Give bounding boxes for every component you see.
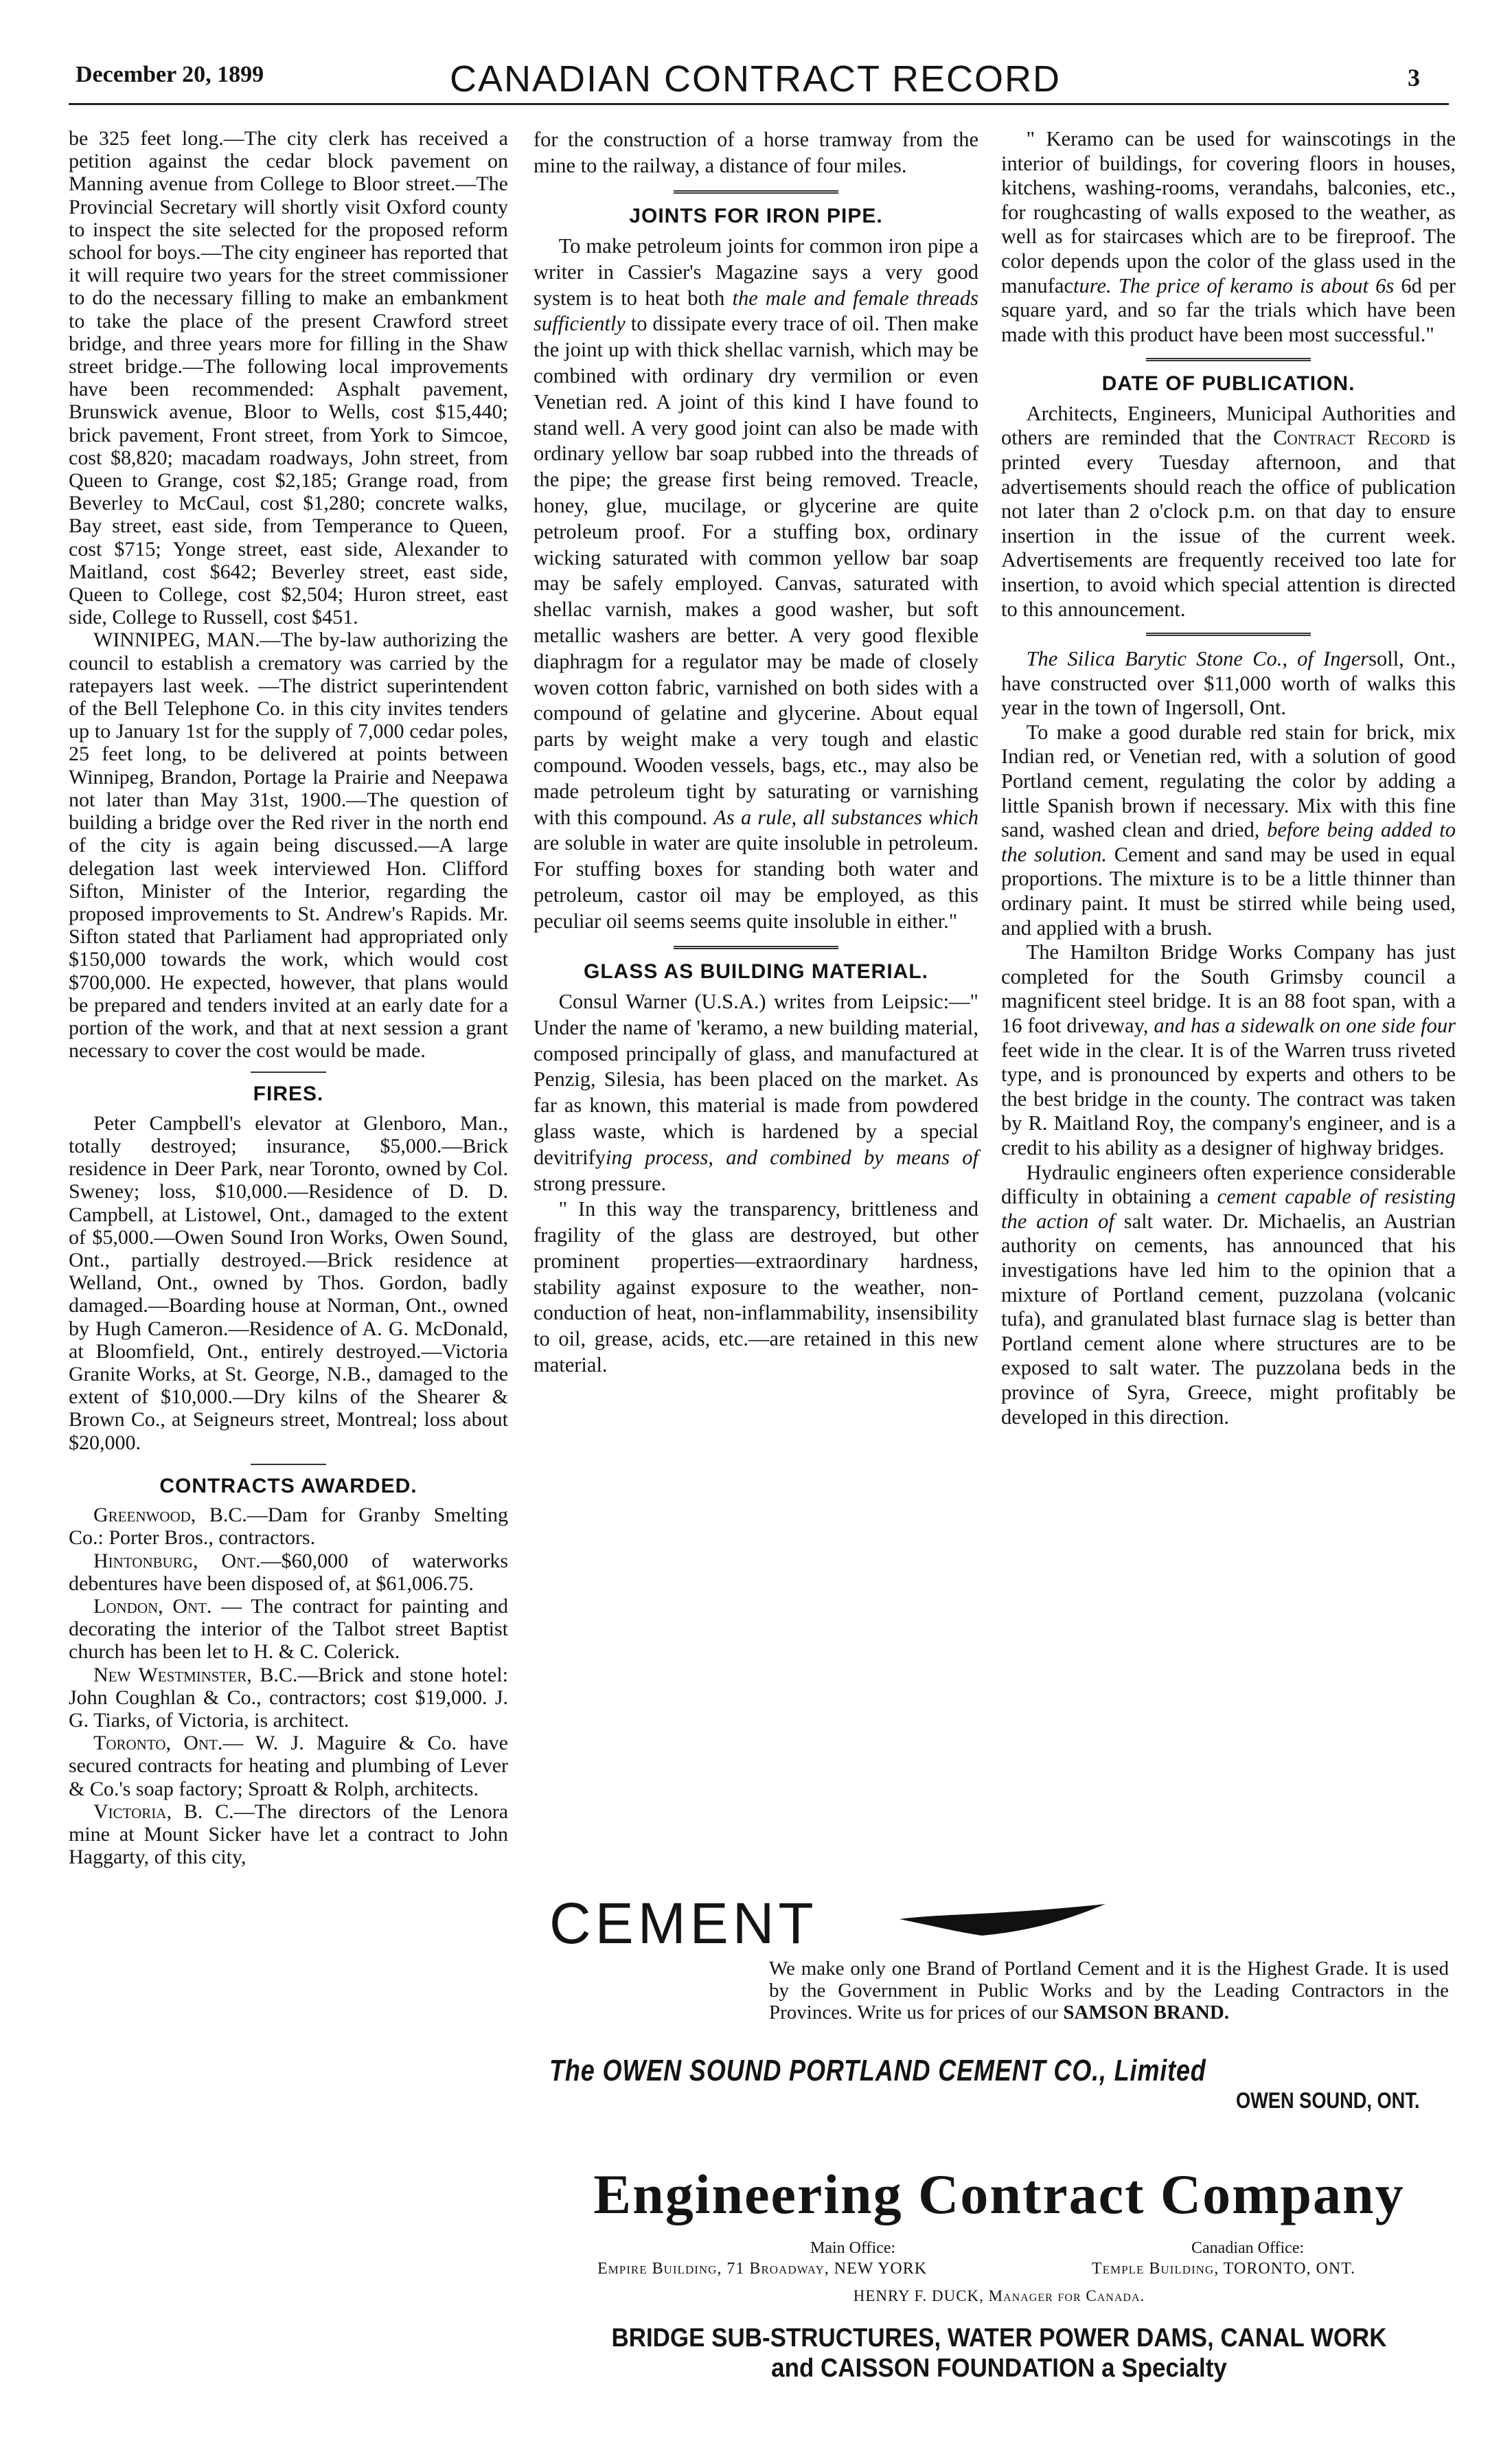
contract-item: Toronto, Ont.— W. J. Maguire & Co. have secured contracts for heating and plumbing of Lever & Co.'s soap factory; Sproatt & Rolph, architects. bbox=[69, 1732, 508, 1800]
date-publication-heading: DATE OF PUBLICATION. bbox=[1101, 372, 1355, 396]
canadian-office-label: Canadian Office: bbox=[1191, 2239, 1305, 2257]
cement-ad-blurb: We make only one Brand of Portland Cement and it is the Highest Grade. It is used by the Government in Public Works and by the Leading Contractors in the Provinces. Write us for prices of our SAMSON BRAND. bbox=[769, 1958, 1449, 2024]
advertisement-block bbox=[542, 1891, 1456, 2397]
section-divider bbox=[251, 1072, 326, 1073]
contract-item: Victoria, B. C.—The directors of the Lenora mine at Mount Sicker have let a contract to John Haggarty, of this city, bbox=[69, 1800, 509, 1869]
bridge-text: The Hamilton Bridge Works Company has just completed for the South Grimsby council a magnificent steel bridge. It is an 88 foot span, with a 16 foot driveway, and has a sidewalk on one side four feet wide in the clear. It is of the Warren truss riveted type, and is pronounced by experts and others to be the best bridge in the county. The contract was taken by R. Maitland Roy, the company's engineer, and is a credit to his ability as a designer of highway bridges. bbox=[1001, 940, 1456, 1159]
section-divider bbox=[674, 190, 838, 194]
fires-text: Peter Campbell's elevator at Glenboro, Man., totally destroyed; insurance, $5,000.—Brick residence in Deer Park, near Toronto, owned by Col. Sweney; loss, $10,000.—Residence of D. D. Campbell, at Listowel, Ont., damaged to the extent of $5,000.—Owen Sound Iron Works, Owen Sound, Ont., partially destroyed.—Brick residence at Welland, Ont., owned by Thos. Gordon, badly damaged.—Boarding house at Norman, Ont., owned by Hugh Cameron.—Residence of A. G. McDonald, at Bloomfield, Ont., entirely destroyed.—Victoria Granite Works, at St. George, N.B., damaged to the extent of $10,000.—Dry kilns of the Shearer & Brown Co., at Seigneurs street, Montreal; loss about $20,000. bbox=[69, 1111, 508, 1454]
contract-item: Hintonburg, Ont.—$60,000 of waterworks debentures have been disposed of, at $61,006.75. bbox=[69, 1549, 508, 1595]
swoosh-icon bbox=[900, 1900, 1106, 1941]
contract-item: Greenwood, B.C.—Dam for Granby Smelting Co.: Porter Bros., contractors. bbox=[69, 1504, 508, 1550]
keramo-text: " Keramo can be used for wainscotings in the interior of buildings, for covering floors in houses, kitchens, washing-rooms, verandahs, balconies, etc., for roughcasting of walls exposed to the weather, as well as for staircases which are to be fireproof. The color depends upon the color of the glass used in the manufacture. The price of keramo is about 6s 6d per square yard, and so far the trials which have been made with this product have been most successful." bbox=[1001, 127, 1456, 346]
glass-heading: GLASS AS BUILDING MATERIAL. bbox=[584, 960, 928, 983]
hydraulic-text: Hydraulic engineers often experience considerable difficulty in obtaining a cement capable of resisting the action of salt water. Dr. Michaelis, an Austrian authority on cements, has announced that his investigations have led him to the opinion that a mixture of Portland cement, puzzolana (volcanic tufa), and granulated blast furnace slag is better than Portland cement alone where structures are to be exposed to salt water. The puzzolana beds in the province of Syra, Greece, might profitably be developed in this direction. bbox=[1001, 1160, 1456, 1429]
column-2 bbox=[534, 127, 978, 1379]
tramway-text: for the construction of a horse tramway from the mine to the railway, a distance of four miles. bbox=[534, 128, 978, 177]
engineering-company-name: Engineering Contract Company bbox=[593, 2163, 1405, 2225]
cement-ad-header bbox=[542, 1891, 1456, 1956]
joints-text: To make petroleum joints for common iron pipe a writer in Cassier's Magazine says a very good system is to heat both the male and female threads sufficiently to dissipate every trace of oil. Then make the joint up with thick shellac varnish, which may be combined with ordinary dry vermilion or even Venetian red. A joint of this kind I have found to stand well. A very good joint can also be made with ordinary yellow bar soap rubbed into the threads of the pipe; the grease first being removed. Treacle, honey, glue, mucilage, or glycerine are quite petroleum proof. For a stuffing box, ordinary wicking saturated with common yellow bar soap may be safely employed. Canvas, saturated with shellac varnish, makes a good washer, but soft metallic washers are better. A very good flexible diaphragm for a regulator may be made of closely woven cotton fabric, varnished on both sides with a compound of gelatine and glycerine. About equal parts by weight make a very tough and elastic compound. Wooden vessels, bags, etc., may also be made petroleum tight by saturating or varnishing with this compound. As a rule, all substances which are soluble in water are quite insoluble in petroleum. For stuffing boxes for standing both water and petroleum, castor oil may be employed, as this peculiar oil seems seems quite insoluble in either." bbox=[534, 234, 978, 933]
contract-item: London, Ont. — The contract for painting and decorating the interior of the Talbot street Baptist church has been let to H. & C. Colerick. bbox=[69, 1595, 509, 1664]
joints-heading: JOINTS FOR IRON PIPE. bbox=[629, 204, 883, 227]
manager-line: HENRY F. DUCK, Manager for Canada. bbox=[853, 2287, 1145, 2304]
cement-company-name: The OWEN SOUND PORTLAND CEMENT CO., Limited bbox=[549, 2054, 1206, 2087]
section-divider bbox=[1146, 358, 1311, 361]
publication-title: CANADIAN CONTRACT RECORD bbox=[449, 58, 1062, 100]
toronto-continued: be 325 feet long.—The city clerk has received a petition against the cedar block pavement on Manning avenue from College to Bloor street.—The Provincial Secretary will shortly visit Oxford county to inspect the site selected for the proposed reform school for boys.—The city engineer has reported that it will require two years for the street commissioner to do the necessary filling to make an embankment to take the place of the present Crawford street bridge, and three years more for filling in the Shaw street bridge.—The following local improvements have been recommended: Asphalt pavement, Brunswick avenue, Bloor to Wells, cost $15,440; brick pavement, Front street, from York to Simcoe, cost $8,820; macadam roadways, John street, from Queen to Grange, cost $2,185; Grange road, from Beverley to McCaul, cost $1,280; concrete walks, Bay street, east side, from Temperance to Queen, cost $715; Yonge street, east side, Alexander to Maitland, cost $642; Beverley street, east side, Queen to College, cost $2,504; Huron street, east side, College to Russell, cost $451. bbox=[69, 127, 508, 629]
section-divider bbox=[1146, 633, 1311, 636]
section-divider bbox=[674, 946, 838, 949]
contracts-heading: CONTRACTS AWARDED. bbox=[159, 1474, 417, 1497]
silica-text: The Silica Barytic Stone Co., of Ingersoll, Ont., have constructed over $11,000 worth of walks this year in the town of Ingersoll, Ont. bbox=[1001, 647, 1456, 720]
page-number: 3 bbox=[1408, 64, 1420, 91]
cement-wordmark: CEMENT bbox=[549, 1891, 818, 1956]
canadian-office-address: Temple Building, TORONTO, ONT. bbox=[1092, 2260, 1356, 2278]
fires-heading: FIRES. bbox=[253, 1083, 324, 1106]
header-rule bbox=[69, 103, 1449, 105]
glass-text: Consul Warner (U.S.A.) writes from Leipsic:—" Under the name of 'keramo, a new building material, composed principally of glass, and manufactured at Penzig, Silesia, has been placed on the market. As far as known, this material is made from powdered glass waste, which is hardened by a special devitrifying process, and combined by means of strong pressure. bbox=[534, 989, 978, 1195]
date-publication-text: Architects, Engineers, Municipal Authorities and others are reminded that the Contract Record is printed every Tuesday afternoon, and that advertisements should reach the office of publication not later than 2 o'clock p.m. on that day to ensure insertion in the issue of the current week. Advertisements are frequently received too late for insertion, to avoid which special attention is directed to this announcement. bbox=[1001, 401, 1456, 621]
main-office-label: Main Office: bbox=[810, 2239, 896, 2257]
specialty-line: BRIDGE SUB-STRUCTURES, WATER POWER DAMS, CANAL WORK and CAISSON FOUNDATION a Specialty bbox=[611, 2324, 1387, 2383]
winnipeg-news: WINNIPEG, MAN.—The by-law authorizing the council to establish a crematory was carried by the ratepayers last week. —The district superintendent of the Bell Telephone Co. in this city invites tenders up to January 1st for the supply of 7,000 cedar poles, 25 feet long, to be delivered at points between Winnipeg, Brandon, Portage la Prairie and Neepawa not later than May 31st, 1900.—The question of building a bridge over the Red river in the north end of the city is again being discussed.—A large delegation last week interviewed Hon. Clifford Sifton, Minister of the Interior, regarding the proposed improvements to St. Andrew's Rapids. Mr. Sifton stated that Parliament had appropriated only $150,000 towards the work, which would cost $700,000. He expected, however, that plans would be prepared and tenders invited at an early date for a portion of the work, and that at next session a grant necessary to cover the cost would be made. bbox=[69, 628, 508, 1063]
cement-company-city: OWEN SOUND, ONT. bbox=[1236, 2088, 1420, 2113]
glass-text-2: " In this way the transparency, brittleness and fragility of the glass are destroyed, but other prominent properties—extraordinary hardness, stability against exposure to the weather, non-conduction of heat, non-inflammability, insensibility to oil, grease, acids, etc.—are retained in this new material. bbox=[534, 1197, 978, 1377]
section-divider bbox=[251, 1464, 326, 1465]
issue-date: December 20, 1899 bbox=[76, 62, 264, 87]
main-office-address: Empire Building, 71 Broadway, NEW YORK bbox=[597, 2260, 928, 2278]
column-1 bbox=[69, 127, 508, 1868]
column-3 bbox=[1001, 127, 1456, 1429]
stain-text: To make a good durable red stain for brick, mix Indian red, or Venetian red, with a solution of good Portland cement, regulating the color by adding a little Spanish brown if necessary. Mix with this fine sand, washed clean and dried, before being added to the solution. Cement and sand may be used in equal proportions. The mixture is to be a little thinner than ordinary paint. It must be stirred while being used, and applied with a brush. bbox=[1001, 720, 1456, 940]
contract-item: New Westminster, B.C.—Brick and stone hotel: John Coughlan & Co., contractors; cost $19,000. J. G. Tiarks, of Victoria, is architect. bbox=[69, 1663, 508, 1732]
